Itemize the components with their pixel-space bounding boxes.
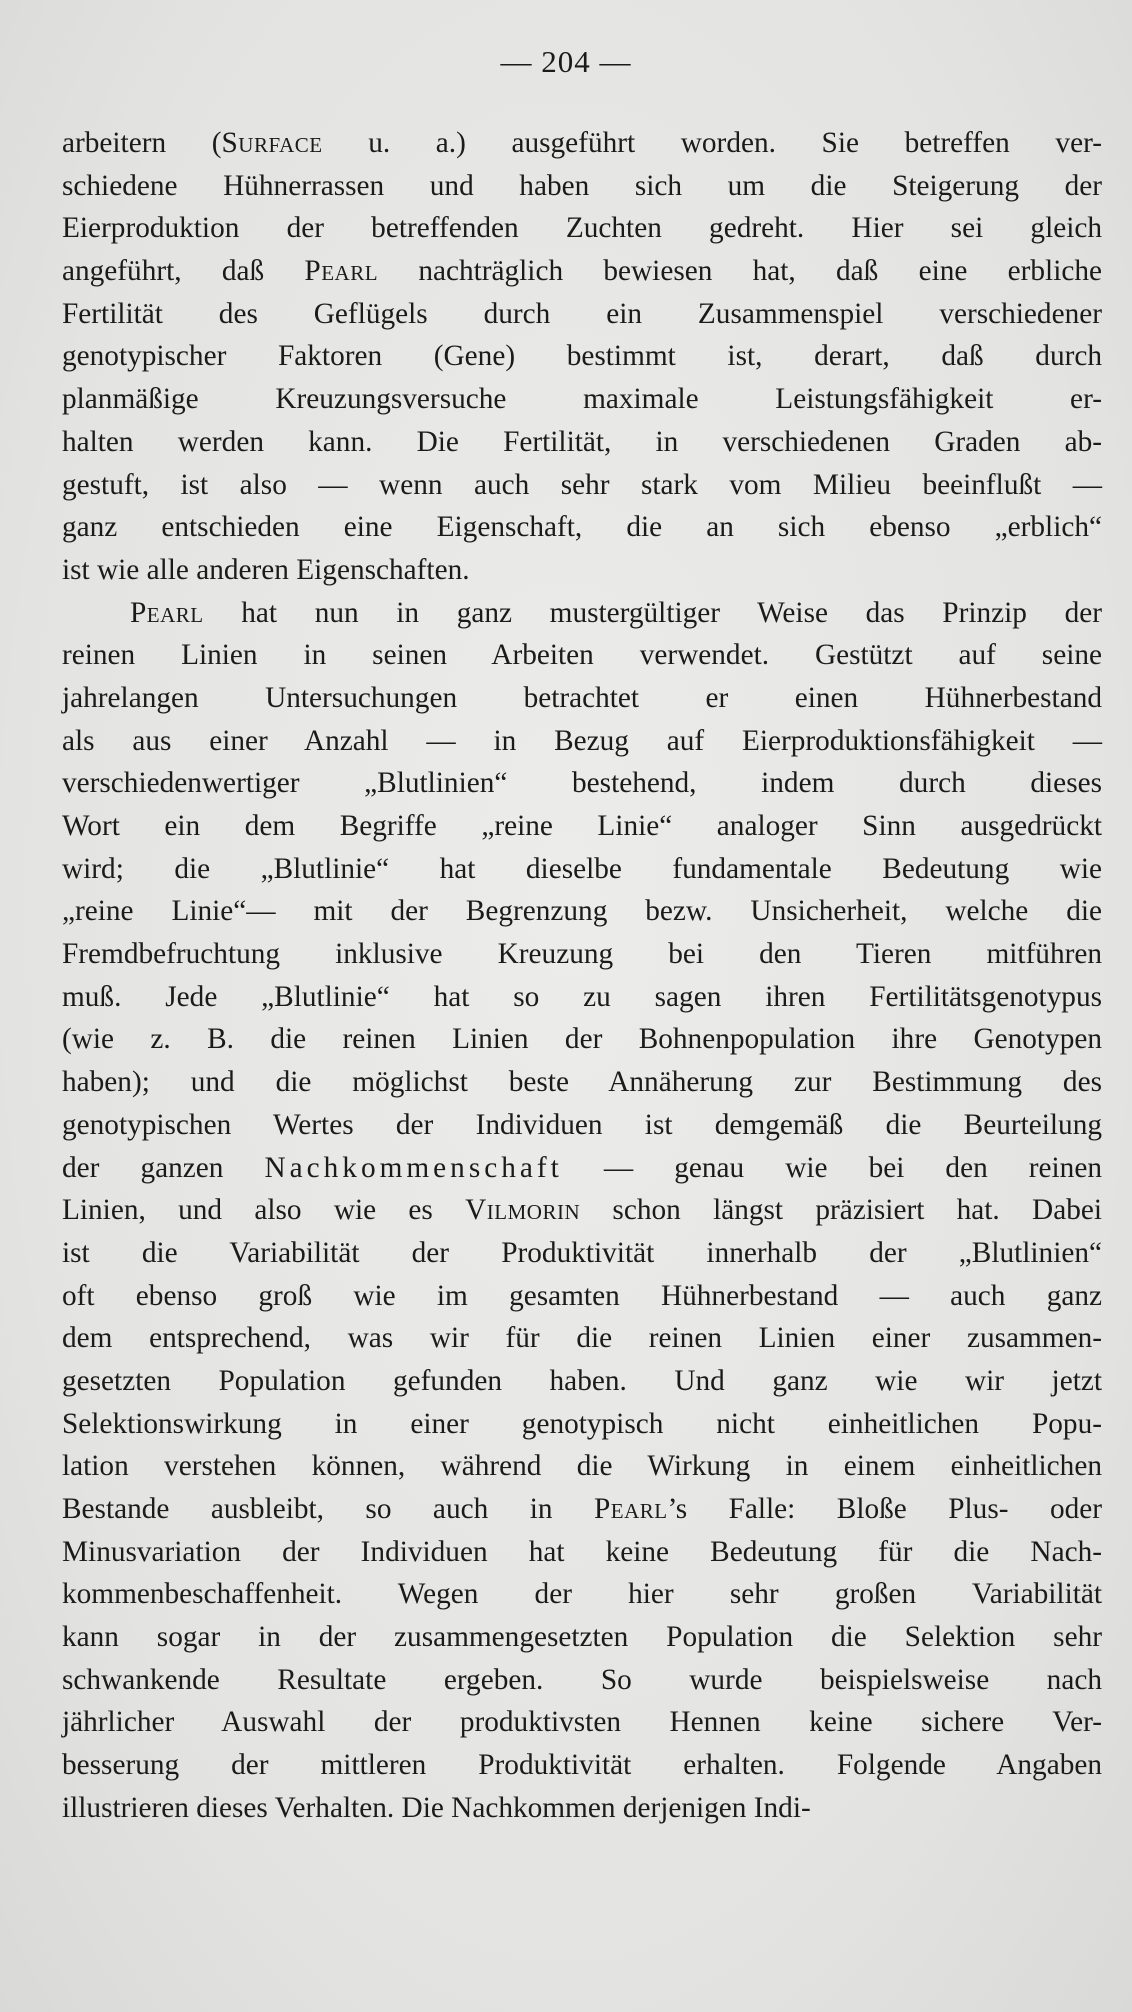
text-line (62, 933, 1102, 976)
text-segment: halten werden kann. Die Fertilität, in verschiedenen Graden ab- (62, 425, 1102, 458)
text-segment: genotypischer Faktoren (Gene) bestimmt ist, derart, daß durch (62, 340, 1102, 373)
text-segment: lation verstehen können, während die Wirkung in einem einheitlichen (62, 1450, 1102, 1483)
text-segment: illustrieren dieses Verhalten. Die Nachkommen derjenigen Indi- (62, 1791, 811, 1824)
text-line (62, 1488, 1102, 1531)
text-segment: Fertilität des Geflügels durch ein Zusammenspiel verschiedener (62, 297, 1102, 330)
text-segment: dem entsprechend, was wir für die reinen Linien einer zusammen- (62, 1322, 1102, 1355)
text-line (62, 1445, 1102, 1488)
text-line (62, 1275, 1102, 1318)
text-segment: nachträglich bewiesen hat, daß eine erbliche (378, 255, 1102, 288)
text-segment: u. a.) ausgeführt worden. Sie betreffen ver- (322, 127, 1102, 159)
author-name: Pearl (130, 596, 204, 629)
text-segment: angeführt, daß (62, 255, 305, 288)
text-line (62, 1403, 1102, 1446)
text-line (62, 1659, 1102, 1702)
text-line (62, 890, 1102, 933)
text-line (62, 378, 1102, 421)
text-line (62, 634, 1102, 677)
text-line (62, 122, 1102, 165)
text-segment: Bestande ausbleibt, so auch in (62, 1493, 594, 1525)
text-line (62, 250, 1102, 293)
text-line (62, 1360, 1102, 1403)
text-line (62, 1701, 1102, 1744)
text-line (62, 1616, 1102, 1659)
text-line (62, 165, 1102, 208)
text-segment: wird; die „Blutlinie“ hat dieselbe fundamentale Bedeutung wie (62, 852, 1102, 885)
page-number: — 204 — (500, 44, 632, 79)
text-segment: muß. Jede „Blutlinie“ hat so zu sagen ihren Fertilitätsgenotypus (62, 980, 1102, 1013)
text-segment: ganz entschieden eine Eigenschaft, die an sich ebenso „erblich“ (62, 511, 1102, 544)
text-line (62, 720, 1102, 763)
text-segment: planmäßige Kreuzungsversuche maximale Leistungsfähigkeit er- (62, 383, 1102, 416)
text-segment: reinen Linien in seinen Arbeiten verwendet. Gestützt auf seine (62, 639, 1102, 672)
text-line (62, 1317, 1102, 1360)
text-segment: arbeitern ( (62, 127, 222, 159)
text-segment: schiedene Hühnerrassen und haben sich um die Steigerung der (62, 169, 1102, 202)
text-line (62, 1573, 1102, 1616)
text-segment: besserung der mittleren Produktivität erhalten. Folgende Angaben (62, 1749, 1102, 1782)
text-line (62, 421, 1102, 464)
text-line (62, 1147, 1102, 1190)
body-text (62, 122, 1102, 1830)
text-segment: Wort ein dem Begriffe „reine Linie“ analoger Sinn ausgedrückt (62, 810, 1102, 842)
author-name: Pearl (593, 1493, 668, 1525)
text-segment: Linien, und also wie es (62, 1194, 466, 1227)
text-segment: oft ebenso groß wie im gesamten Hühnerbestand — auch ganz (62, 1279, 1102, 1312)
text-segment: Selektionswirkung in einer genotypisch nicht einheitlichen Popu- (62, 1407, 1102, 1440)
text-segment: haben); und die möglichst beste Annäherung zur Bestimmung des (62, 1066, 1102, 1099)
text-line (62, 207, 1102, 250)
text-line (62, 762, 1102, 805)
text-segment: schon längst präzisiert hat. Dabei (580, 1194, 1103, 1227)
text-line (62, 592, 1102, 635)
text-segment: gesetzten Population gefunden haben. Und ganz wie wir jetzt (62, 1364, 1102, 1397)
text-line (62, 1189, 1102, 1232)
text-segment: — genau wie bei den reinen (562, 1151, 1102, 1184)
text-line (62, 805, 1102, 848)
text-line (62, 549, 1102, 592)
text-segment: schwankende Resultate ergeben. So wurde beispielsweise nach (62, 1663, 1102, 1696)
text-line (62, 1744, 1102, 1787)
text-line (62, 1531, 1102, 1574)
author-name: Surface (221, 127, 323, 159)
text-segment: ist wie alle anderen Eigenschaften. (62, 553, 470, 586)
text-segment: als aus einer Anzahl — in Bezug auf Eierproduktionsfähigkeit — (62, 724, 1102, 757)
text-line (62, 1232, 1102, 1275)
text-line (62, 1787, 1102, 1830)
text-segment: Minusvariation der Individuen hat keine Bedeutung für die Nach- (62, 1535, 1102, 1568)
text-segment: kommenbeschaffenheit. Wegen der hier sehr großen Variabilität (62, 1578, 1102, 1611)
text-segment: jahrelangen Untersuchungen betrachtet er einen Hühnerbestand (62, 681, 1102, 714)
text-segment: ist die Variabilität der Produktivität innerhalb der „Blutlinien“ (62, 1236, 1102, 1269)
text-segment: der ganzen (62, 1151, 265, 1184)
text-line (62, 976, 1102, 1019)
text-segment: kann sogar in der zusammengesetzten Population die Selektion sehr (62, 1621, 1102, 1654)
text-line (62, 506, 1102, 549)
text-line (62, 677, 1102, 720)
text-segment: verschiedenwertiger „Blutlinien“ bestehend, indem durch dieses (62, 767, 1102, 800)
text-line (62, 1018, 1102, 1061)
text-line (62, 1104, 1102, 1147)
text-line (62, 335, 1102, 378)
emphasized-word: Nachkommenschaft (264, 1151, 563, 1184)
author-name: Pearl (304, 255, 379, 288)
text-segment: (wie z. B. die reinen Linien der Bohnenpopulation ihre Genotypen (62, 1023, 1102, 1056)
text-segment: gestuft, ist also — wenn auch sehr stark vom Milieu beeinflußt — (62, 468, 1102, 501)
text-segment: Fremdbefruchtung inklusive Kreuzung bei den Tieren mitführen (62, 938, 1102, 971)
author-name: Vilmorin (465, 1194, 581, 1227)
text-line (62, 848, 1102, 891)
text-segment: „reine Linie“— mit der Begrenzung bezw. Unsicherheit, welche die (62, 895, 1102, 928)
text-segment: jährlicher Auswahl der produktivsten Hennen keine sichere Ver- (62, 1706, 1102, 1739)
text-line (62, 464, 1102, 507)
text-line (62, 1061, 1102, 1104)
text-segment: genotypischen Wertes der Individuen ist demgemäß die Beurteilung (62, 1108, 1102, 1141)
text-segment: hat nun in ganz mustergültiger Weise das Prinzip der (203, 596, 1102, 629)
text-segment: ’s Falle: Bloße Plus- oder (667, 1493, 1102, 1525)
text-line (62, 293, 1102, 336)
text-segment: Eierproduktion der betreffenden Zuchten gedreht. Hier sei gleich (62, 212, 1102, 245)
